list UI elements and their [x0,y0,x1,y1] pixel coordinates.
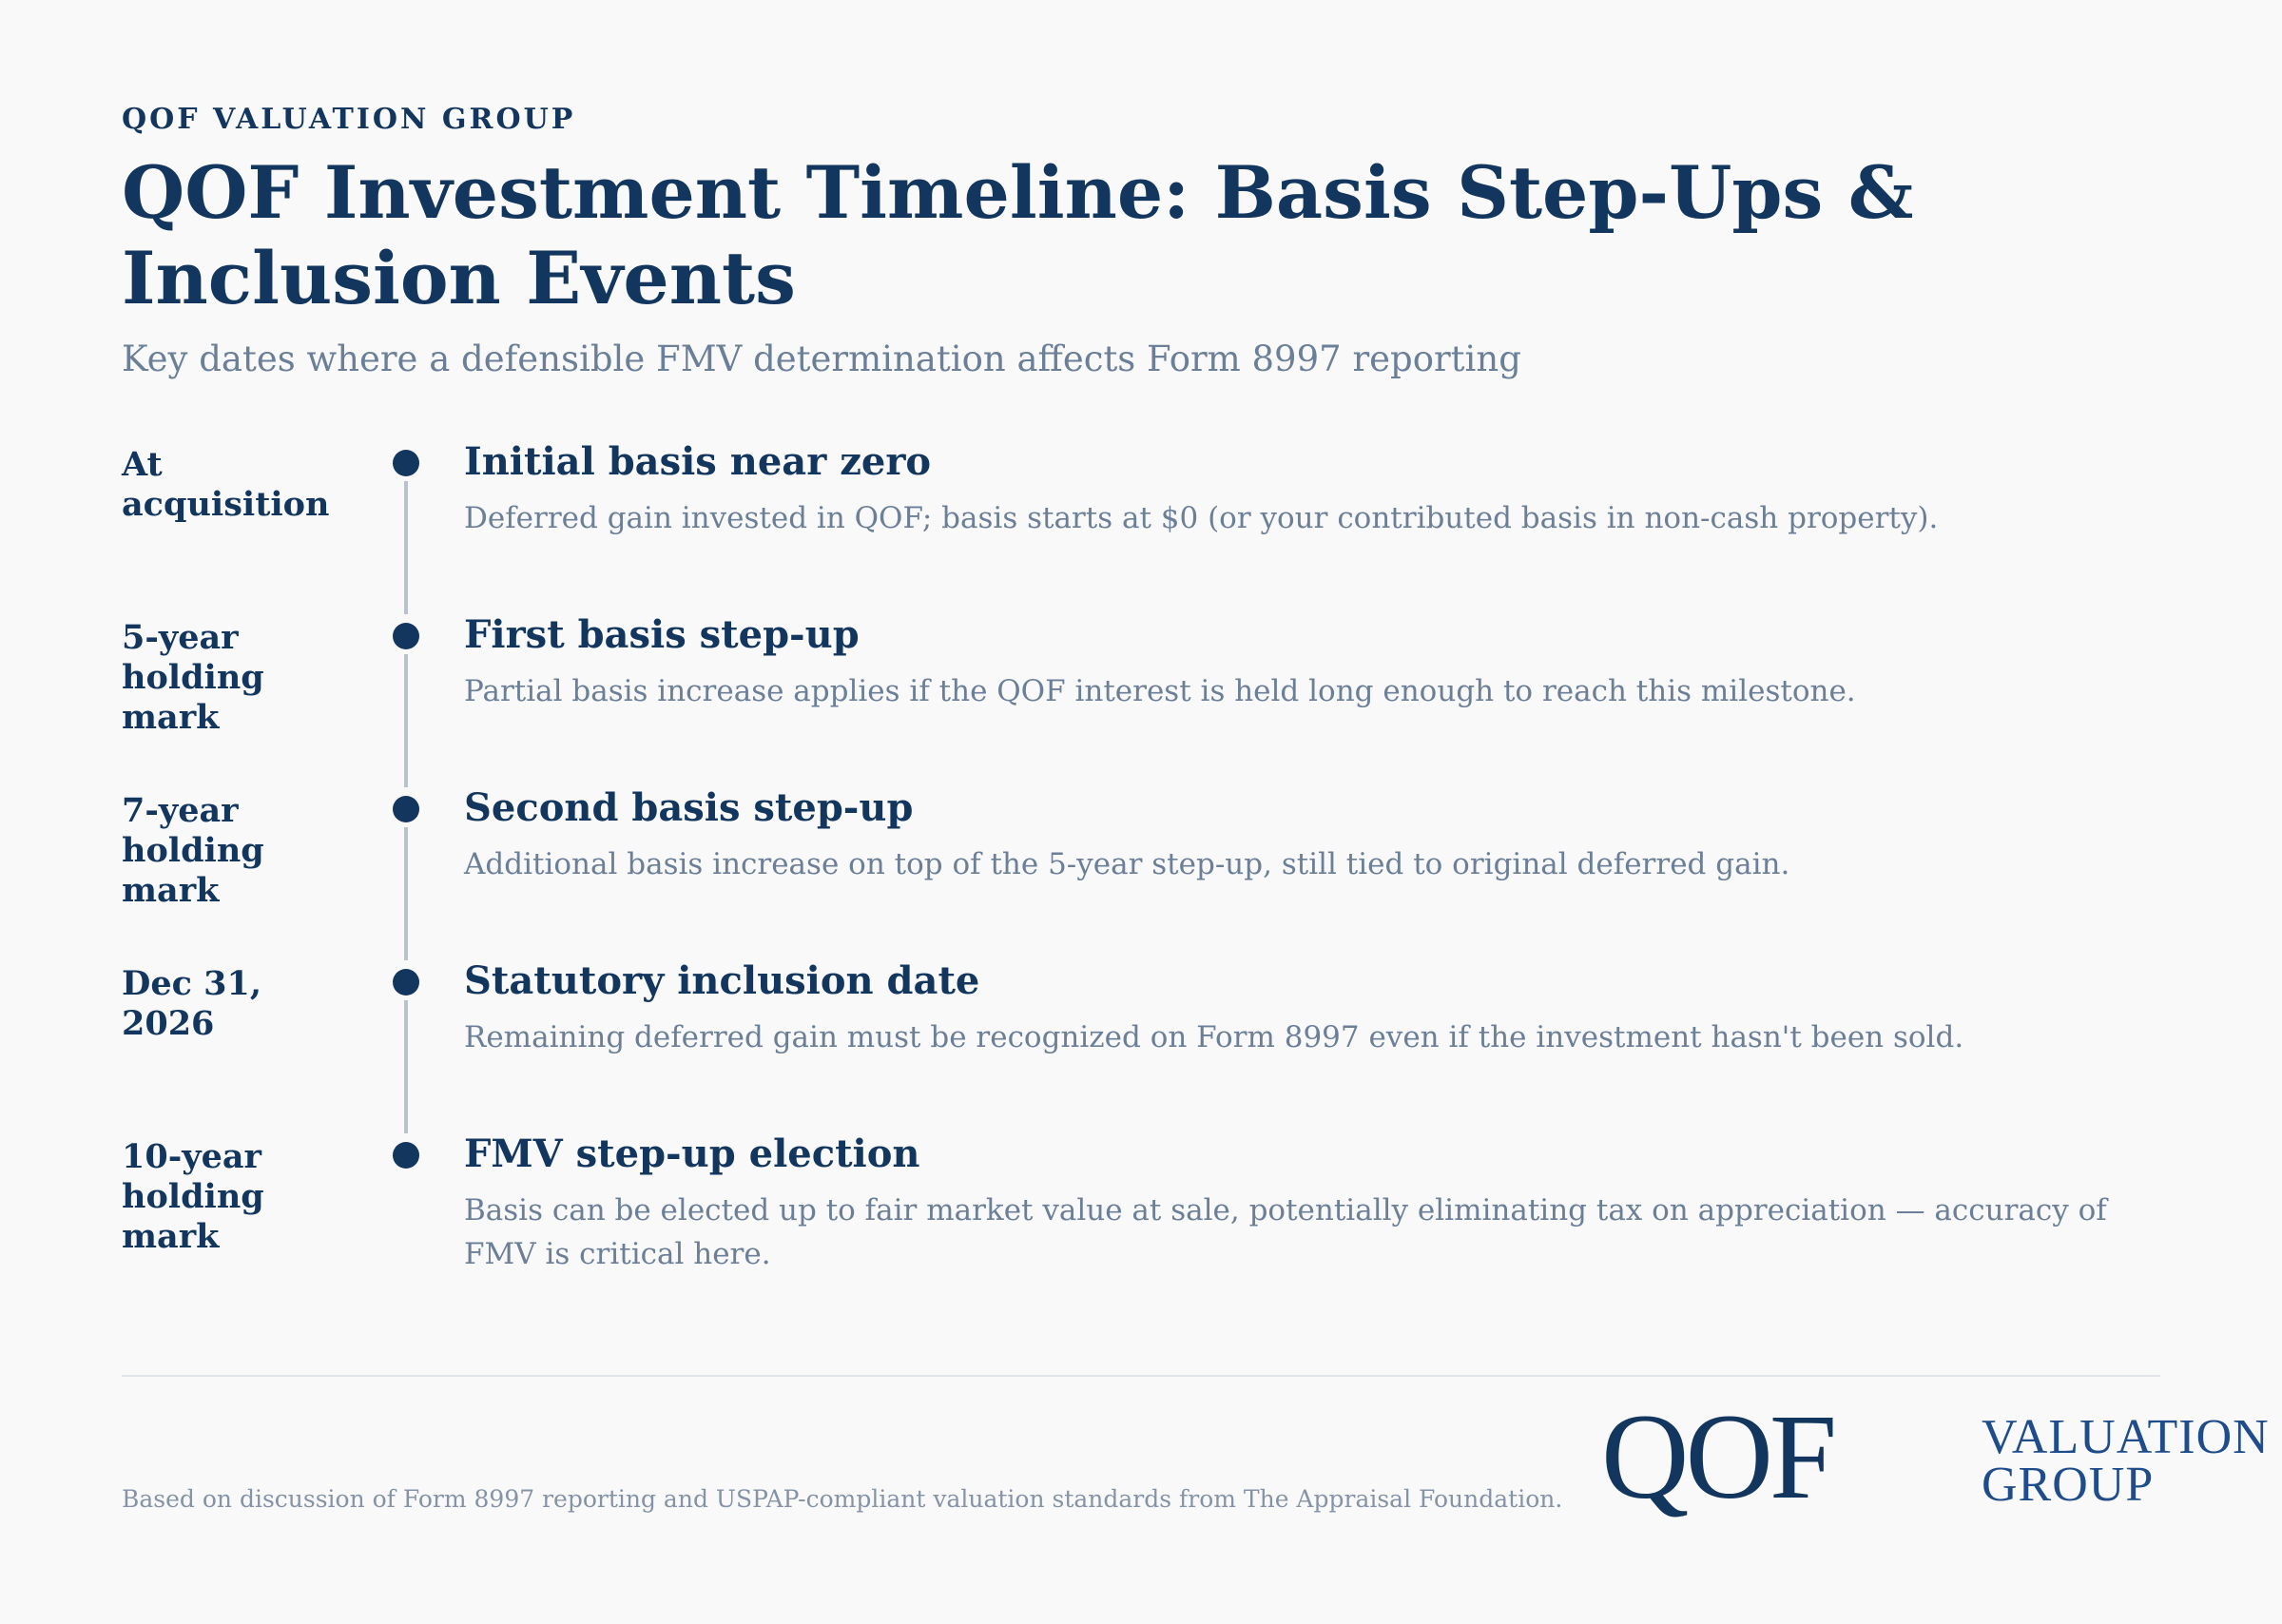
event-date: At acquisition [122,445,330,524]
event-description: Partial basis increase applies if the QOF interest is held long enough to reach this milestone. [464,674,1856,708]
timeline-event [122,610,2160,783]
event-title: FMV step-up election [464,1131,920,1176]
page-title: QOF Investment Timeline: Basis Step-Ups & Inclusion Events [122,150,1914,320]
timeline-dot [393,623,419,649]
timeline-dot [393,969,419,996]
page [122,0,2270,1624]
event-date: Dec 31, 2026 [122,964,262,1043]
timeline-connector [404,1000,408,1133]
event-date: 7-year holding mark [122,791,264,910]
event-description: Remaining deferred gain must be recognized on Form 8997 even if the investment hasn't been sold. [464,1020,1964,1054]
page-subtitle: Key dates where a defensible FMV determination affects Form 8997 reporting [122,338,1521,379]
source-note: Based on discussion of Form 8997 reporting and USPAP-compliant valuation standards from The Appraisal Foundation. [122,1485,1563,1513]
timeline-connector [404,827,408,960]
logo-mark: QOF [1601,1389,1834,1524]
timeline-dot [393,1142,419,1169]
event-description: Additional basis increase on top of the 5-year step-up, still tied to original deferred gain. [464,847,1790,881]
timeline-connector [404,654,408,787]
event-title: Statutory inclusion date [464,958,980,1003]
logo-wordmark-line2: GROUP [1982,1458,2155,1512]
logo-wordmark-line1: VALUATION [1982,1410,2270,1464]
timeline-event [122,1130,2160,1320]
event-description: Deferred gain invested in QOF; basis starts at $0 (or your contributed basis in non-cash property). [464,501,1939,535]
event-date: 5-year holding mark [122,618,264,737]
timeline [122,437,2160,1320]
brand-logo [1601,1389,2270,1524]
timeline-event [122,957,2160,1130]
eyebrow-label: QOF VALUATION GROUP [122,103,576,136]
timeline-dot [393,796,419,822]
footer-divider [122,1375,2160,1377]
timeline-event [122,783,2160,957]
event-title: Second basis step-up [464,785,914,830]
event-description: Basis can be elected up to fair market value at sale, potentially eliminating tax on appreciation — accuracy of FMV is critical here. [464,1193,2107,1271]
event-date: 10-year holding mark [122,1137,264,1256]
timeline-dot [393,450,419,476]
timeline-event [122,437,2160,610]
timeline-connector [404,481,408,614]
event-title: First basis step-up [464,612,860,657]
event-title: Initial basis near zero [464,439,932,484]
